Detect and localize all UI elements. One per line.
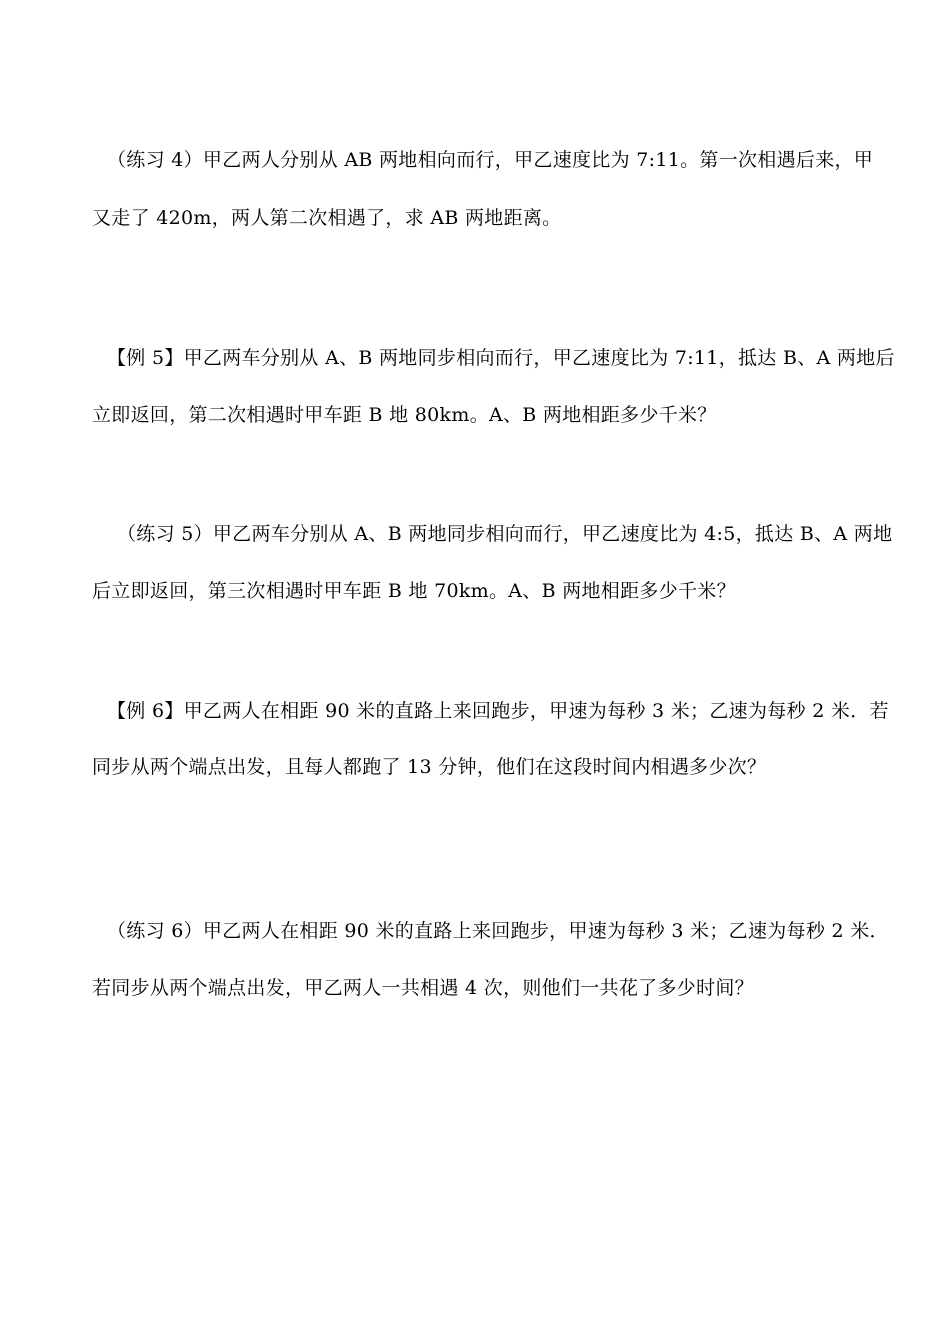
example-6-line-1: 【例 6】甲乙两人在相距 90 米的直路上来回跑步，甲速为每秒 3 米；乙速为每秒 2 米．若 <box>107 700 889 722</box>
exercise-6-line-1: （练习 6）甲乙两人在相距 90 米的直路上来回跑步，甲速为每秒 3 米；乙速为每秒 2 米． <box>107 920 889 942</box>
example-5-line-1: 【例 5】甲乙两车分别从 A、B 两地同步相向而行，甲乙速度比为 7:11，抵达 B、A 两地后 <box>107 347 895 369</box>
exercise-6-line-2: 若同步从两个端点出发，甲乙两人一共相遇 4 次，则他们一共花了多少时间？ <box>92 977 754 999</box>
exercise-5-line-2: 后立即返回，第三次相遇时甲车距 B 地 70km。A、B 两地相距多少千米？ <box>92 580 736 602</box>
exercise-4-line-1: （练习 4）甲乙两人分别从 AB 两地相向而行，甲乙速度比为 7:11。第一次相遇后来，甲 <box>107 149 874 171</box>
exercise-5-line-1: （练习 5）甲乙两车分别从 A、B 两地同步相向而行，甲乙速度比为 4:5，抵达 B、A 两地 <box>117 523 893 545</box>
example-6-line-2: 同步从两个端点出发，且每人都跑了 13 分钟，他们在这段时间内相遇多少次？ <box>92 756 767 778</box>
example-5-line-2: 立即返回，第二次相遇时甲车距 B 地 80km。A、B 两地相距多少千米？ <box>92 404 717 426</box>
exercise-4-line-2: 又走了 420m，两人第二次相遇了，求 AB 两地距离。 <box>92 207 562 229</box>
